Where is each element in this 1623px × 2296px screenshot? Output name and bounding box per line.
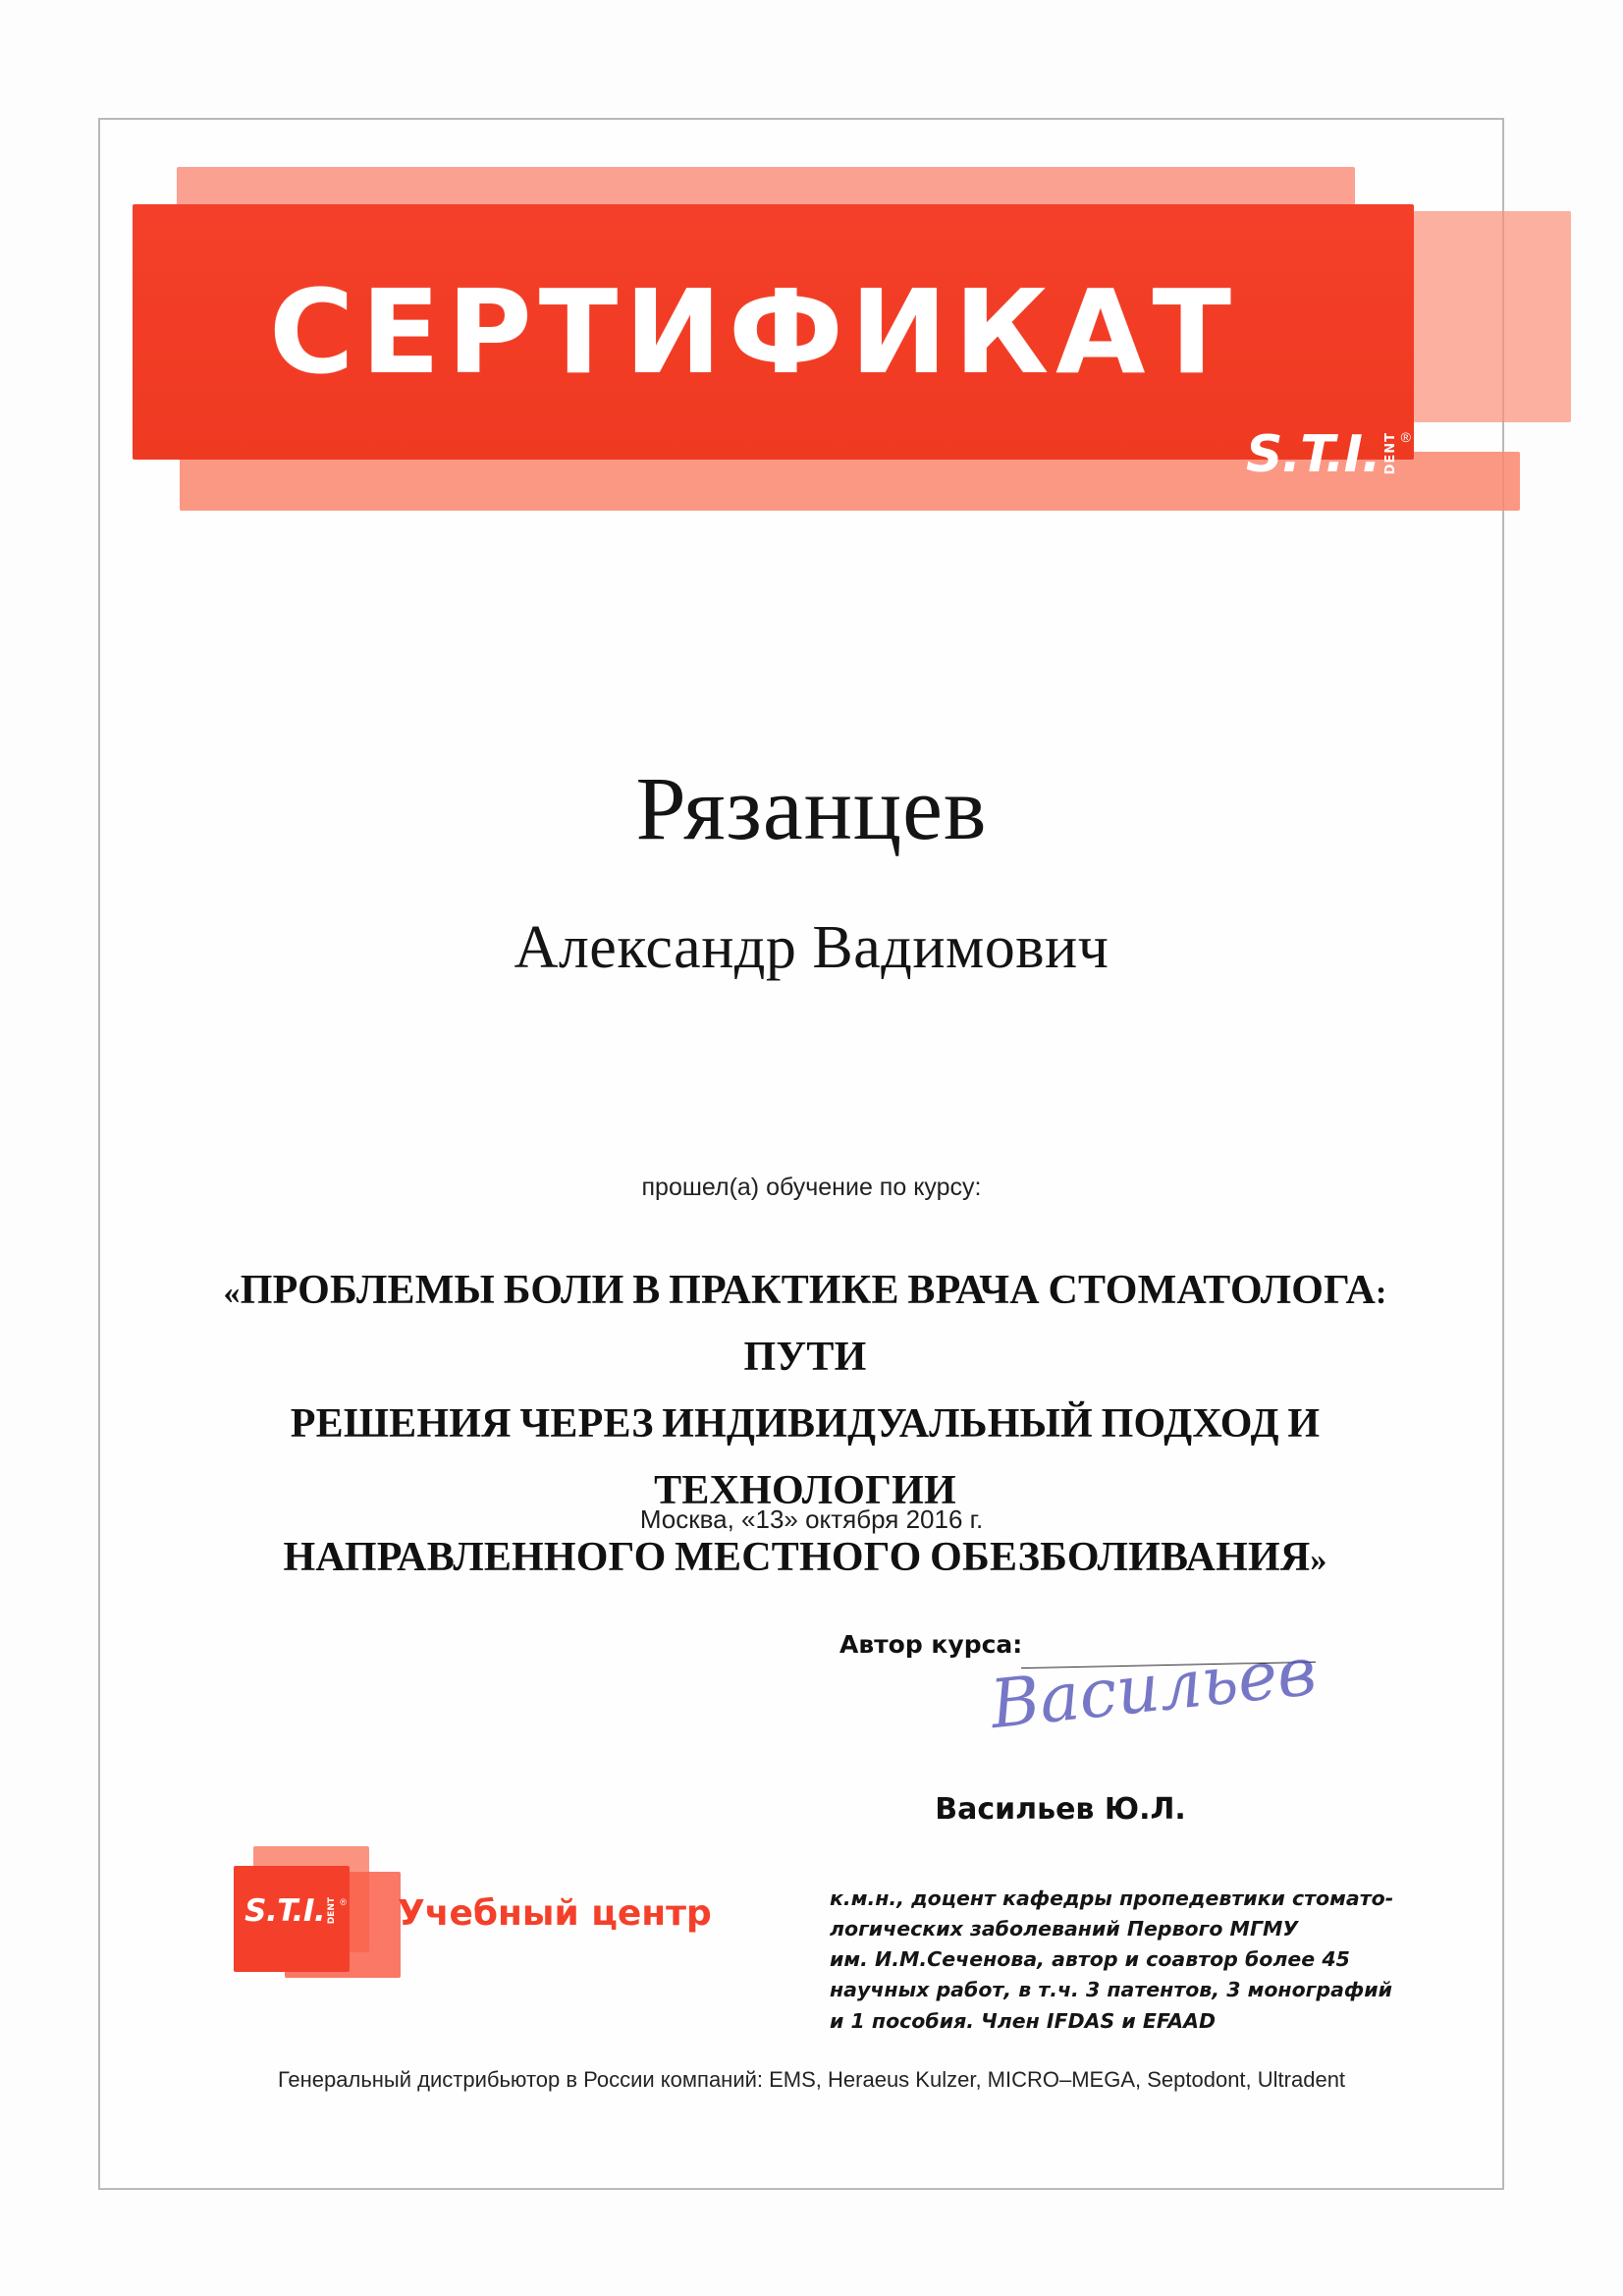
author-label: Автор курса: [839, 1630, 1023, 1659]
training-center-label: Учебный центр [398, 1893, 712, 1934]
registered-mark-icon: ® [340, 1897, 347, 1908]
sti-dent-logo-footer [238, 1893, 353, 1930]
recipient-surname: Рязанцев [635, 758, 988, 858]
course-title [167, 1257, 1443, 1591]
sti-logo-text: S.T.I. [1245, 425, 1380, 485]
author-name: Васильев Ю.Л. [935, 1792, 1186, 1827]
author-credentials-line: им. И.М.Сеченова, автор и соавтор более 45 [830, 1947, 1350, 1972]
certificate-title: СЕРТИФИКАТ [269, 264, 1238, 400]
author-credentials-line: и 1 пособия. Член IFDAS и EFAAD [830, 2008, 1216, 2033]
author-credentials-line: к.м.н., доцент кафедры пропедевтики стомато- [830, 1886, 1394, 1910]
author-credentials-line: научных работ, в т.ч. 3 патентов, 3 монографий [830, 1978, 1392, 2002]
sti-dent-logo-banner [1245, 425, 1411, 485]
author-credentials [830, 1884, 1399, 2037]
recipient-given-name: Александр Вадимович [514, 914, 1109, 981]
sti-logo-sub-text: DENT [1382, 431, 1398, 474]
course-intro-text: прошел(а) обучение по курсу: [641, 1174, 982, 1201]
certificate-header-banner [133, 167, 1429, 535]
distributor-footer: Генеральный дистрибьютор в России компаний: EMS, Heraeus Kulzer, MICRO–MEGA, Septodont, Ultradent [277, 2067, 1346, 2092]
handwritten-signature: Васильев [987, 1632, 1321, 1745]
course-title-line: НАПРАВЛЕННОГО МЕСТНОГО ОБЕЗБОЛИВАНИЯ» [283, 1535, 1327, 1581]
sti-logo-text: S.T.I. [244, 1893, 326, 1930]
sti-logo-sub-text: DENT [327, 1897, 338, 1925]
training-center-logo [226, 1836, 736, 1984]
place-and-date: Москва, «13» октября 2016 г. [639, 1504, 984, 1534]
author-credentials-line: логических заболеваний Первого МГМУ [830, 1917, 1299, 1941]
course-title-line: РЕШЕНИЯ ЧЕРЕЗ ИНДИВИДУАЛЬНЫЙ ПОДХОД И ТЕХНОЛОГИИ [290, 1401, 1321, 1514]
course-title-line: «ПРОБЛЕМЫ БОЛИ В ПРАКТИКЕ ВРАЧА СТОМАТОЛОГА: ПУТИ [223, 1268, 1387, 1381]
registered-mark-icon: ® [1400, 429, 1411, 445]
